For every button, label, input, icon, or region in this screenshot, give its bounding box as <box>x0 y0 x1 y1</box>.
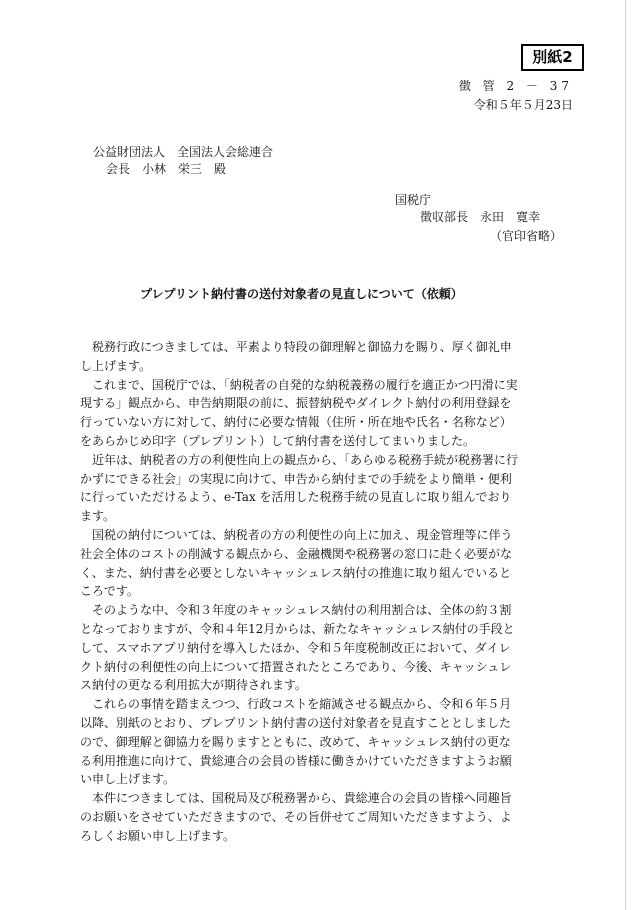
body-line: して、スマホアプリ納付を導入したほか、令和５年度税制改正において、ダイレ <box>80 640 511 655</box>
body-line: クト納付の利便性の向上について措置されたところであり、今後、キャッシュレ <box>80 659 512 674</box>
sender-organization: 国税庁 <box>395 193 432 207</box>
body-line: 税務行政につきましては、平素より特段の御理解と御協力を賜り、厚く御礼申 <box>80 340 512 354</box>
body-line: 社会全体のコストの削減する観点から、金融機関や税務署の窓口に赴く必要がな <box>80 546 513 561</box>
recipient-name: 会長 小林 栄三 殿 <box>106 162 227 176</box>
body-line: 国税の納付については、納税者の方の利便性の向上に加え、現金管理等に伴う <box>80 527 513 542</box>
letter-body <box>80 338 590 846</box>
body-line: る利用推進に向けて、貴総連合の会員の皆様に働きかけていただきますようお願 <box>80 753 512 768</box>
body-line: ころです。 <box>80 584 139 599</box>
body-line: 以降、別紙のとおり、プレプリント納付書の送付対象者を見直すこととしました <box>80 715 512 730</box>
body-line: に行っていただけるよう、e-Tax を活用した税務手続の見直しに取り組んでおり <box>80 490 512 505</box>
attachment-label: 別紙2 <box>521 44 584 71</box>
seal-omitted-note: （官印省略） <box>490 229 563 243</box>
letter-subject: プレプリント納付書の送付対象者の見直しについて（依頼） <box>140 287 463 301</box>
body-line: し上げます。 <box>80 358 152 373</box>
page-edge-line <box>625 0 626 910</box>
body-line: ます。 <box>80 509 116 524</box>
body-line: ので、御理解と御協力を賜りますとともに、改めて、キャッシュレス納付の更な <box>80 734 511 749</box>
body-line: ろしくお願い申し上げます。 <box>80 828 236 843</box>
body-line: い申し上げます。 <box>80 772 176 787</box>
body-line: のお願いをさせていただきますので、その旨併せてご周知いただきますよう、よ <box>80 809 512 824</box>
body-line: をあらかじめ印字（プレプリント）して納付書を送付してまいりました。 <box>80 433 476 448</box>
body-line: となっておりますが、令和４年12月からは、新たなキャッシュレス納付の手段と <box>80 621 515 636</box>
sender-name: 徴収部長 永田 寛幸 <box>420 210 541 224</box>
body-line: ス納付の更なる利用拡大が期待されます。 <box>80 678 308 693</box>
body-line: そのような中、令和３年度のキャッシュレス納付の利用割合は、全体の約３割 <box>80 603 512 618</box>
body-line: く、また、納付書を必要としないキャッシュレス納付の推進に取り組んでいると <box>80 565 512 580</box>
document-number: 徴 管 2 － 37 <box>458 79 573 93</box>
document-date: 令和５年５月23日 <box>473 98 573 112</box>
body-line: 本件につきましては、国税局及び税務署から、貴総連合の会員の皆様へ同趣旨 <box>80 791 512 806</box>
body-line: 行っていない方に対して、納付に必要な情報（住所・所在地や氏名・名称など） <box>80 415 512 430</box>
recipient-organization: 公益財団法人 全国法人会総連合 <box>93 145 274 159</box>
body-line: 近年は、納税者の方の利便性向上の観点から、「あらゆる税務手続が税務署に行 <box>80 452 519 467</box>
body-line: これまで、国税庁では、「納税者の自発的な納税義務の履行を適正かつ円滑に実 <box>80 377 518 392</box>
body-line: これらの事情を踏まえつつ、行政コストを縮減させる観点から、令和６年５月 <box>80 697 512 712</box>
body-line: 現する」観点から、申告納期限の前に、振替納税やダイレクト納付の利用登録を <box>80 396 512 411</box>
body-line: かずにできる社会」の実現に向けて、申告から納付までの手続をより簡単・便利 <box>80 471 512 486</box>
